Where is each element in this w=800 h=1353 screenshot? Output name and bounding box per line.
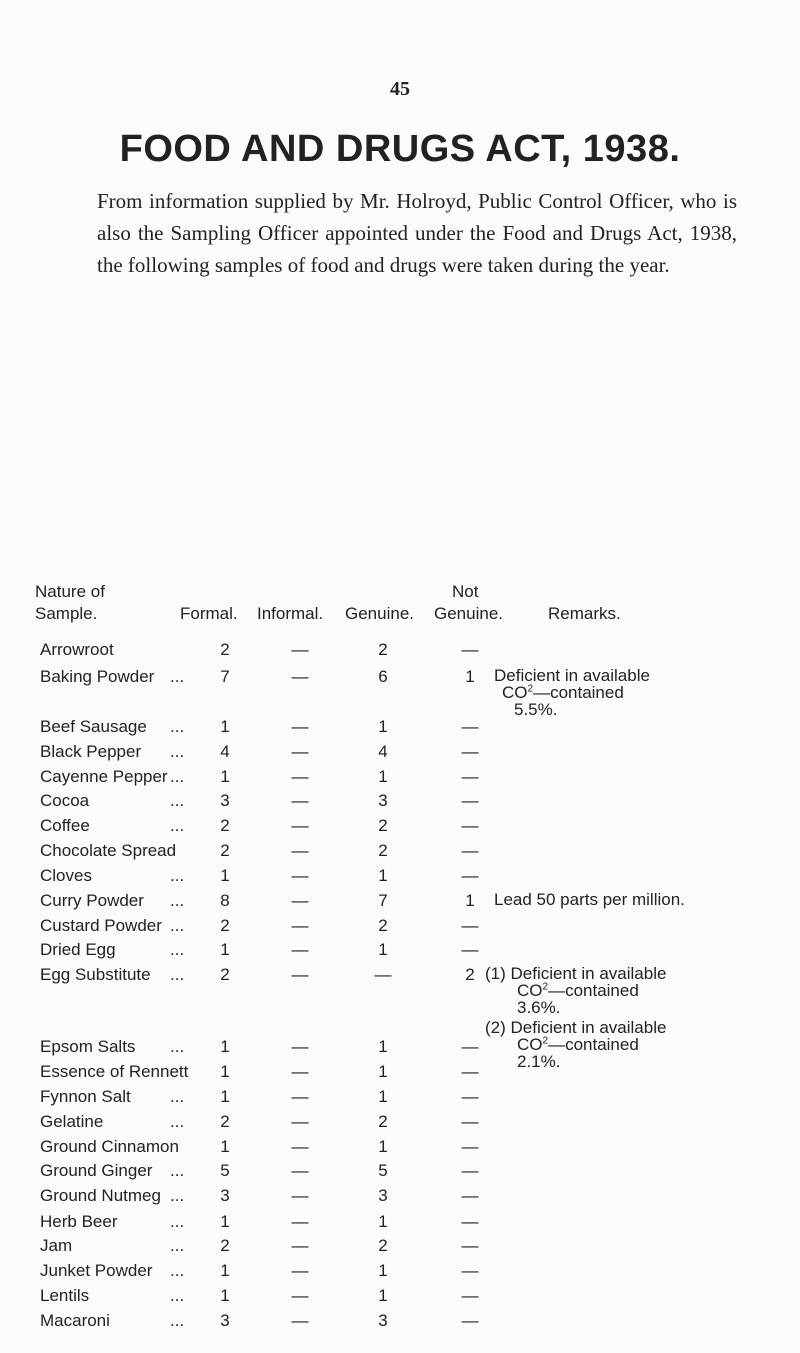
sample-name: Chocolate Spread	[40, 841, 177, 860]
leader-dots: ...	[170, 791, 185, 810]
formal-count: 1	[220, 1062, 230, 1081]
sample-name: Ground Nutmeg	[40, 1186, 161, 1205]
not-genuine-count: —	[461, 717, 479, 736]
informal-count: —	[291, 940, 309, 959]
informal-count: —	[291, 866, 309, 885]
table-row	[0, 1261, 800, 1287]
table-row	[0, 1161, 800, 1187]
formal-count: 2	[220, 1112, 230, 1131]
table-row	[0, 1062, 800, 1088]
genuine-count: 1	[378, 1212, 388, 1231]
sample-name: Egg Substitute	[40, 965, 151, 984]
table-row	[0, 940, 800, 966]
genuine-count: 7	[378, 891, 388, 910]
not-genuine-count: —	[461, 1212, 479, 1231]
genuine-count: 1	[378, 767, 388, 786]
informal-count: —	[291, 717, 309, 736]
sample-name: Custard Powder	[40, 916, 162, 935]
informal-count: —	[291, 1261, 309, 1280]
informal-count: —	[291, 916, 309, 935]
genuine-count: 2	[378, 916, 388, 935]
sample-name: Epsom Salts	[40, 1037, 136, 1056]
leader-dots: ...	[170, 1286, 185, 1305]
page-title: FOOD AND DRUGS ACT, 1938.	[119, 128, 681, 170]
table-row	[0, 1037, 800, 1063]
not-genuine-count: —	[461, 940, 479, 959]
informal-count: —	[291, 1062, 309, 1081]
genuine-count: 1	[378, 1087, 388, 1106]
leader-dots: ...	[170, 767, 185, 786]
formal-count: 8	[220, 891, 230, 910]
not-genuine-count: —	[461, 640, 479, 659]
formal-count: 2	[220, 965, 230, 984]
formal-count: 1	[220, 1037, 230, 1056]
header-nature-line1: Nature of	[35, 582, 105, 601]
informal-count: —	[291, 816, 309, 835]
sample-name: Beef Sausage	[40, 717, 147, 736]
genuine-count: 1	[378, 717, 388, 736]
genuine-count: 3	[378, 791, 388, 810]
informal-count: —	[291, 841, 309, 860]
leader-dots: ...	[170, 965, 185, 984]
genuine-count: 2	[378, 841, 388, 860]
genuine-count: 3	[378, 1186, 388, 1205]
not-genuine-count: —	[461, 1037, 479, 1056]
formal-count: 4	[220, 742, 230, 761]
not-genuine-count: 2	[465, 965, 475, 984]
formal-count: 2	[220, 640, 230, 659]
table-row	[0, 1236, 800, 1262]
remark-egg-substitute-1: (1) Deficient in available $CO^2—contained$ 3.6%.	[485, 964, 667, 1017]
header-not-line2: Genuine.	[434, 604, 503, 623]
table-row	[0, 965, 800, 991]
sample-name: Herb Beer	[40, 1212, 118, 1231]
sample-name: Fynnon Salt	[40, 1087, 131, 1106]
genuine-count: 3	[378, 1311, 388, 1330]
table-row	[0, 1212, 800, 1238]
table-row	[0, 916, 800, 942]
not-genuine-count: —	[461, 1236, 479, 1255]
informal-count: —	[291, 1137, 309, 1156]
genuine-count: 1	[378, 940, 388, 959]
not-genuine-count: —	[461, 1286, 479, 1305]
informal-count: —	[291, 1087, 309, 1106]
table-row	[0, 1186, 800, 1212]
not-genuine-count: —	[461, 1137, 479, 1156]
table-row	[0, 767, 800, 793]
not-genuine-count: —	[461, 816, 479, 835]
remark-baking-line3: 5.5%.	[514, 700, 558, 719]
informal-count: —	[291, 1186, 309, 1205]
informal-count: —	[291, 1112, 309, 1131]
header-not-line1: Not	[452, 582, 479, 601]
formal-count: 3	[220, 1186, 230, 1205]
informal-count: —	[291, 742, 309, 761]
formal-count: 7	[220, 667, 230, 686]
leader-dots: ...	[170, 1087, 185, 1106]
formal-count: 1	[220, 1137, 230, 1156]
intro-paragraph: From information supplied by Mr. Holroyd, Public Control Officer, who is also the Sampling Officer appointed under the Food and Drugs Act, 1938, the following samples of food and drugs were taken during the year.	[97, 189, 737, 277]
header-formal: Formal.	[180, 604, 238, 623]
not-genuine-count: —	[461, 1161, 479, 1180]
not-genuine-count: —	[461, 1087, 479, 1106]
formal-count: 3	[220, 791, 230, 810]
remark-baking-line2: $CO^2—contained$	[502, 683, 624, 702]
leader-dots: ...	[170, 1311, 185, 1330]
header-remarks: Remarks.	[548, 604, 621, 623]
sample-name: Ground Cinnamon	[40, 1137, 179, 1156]
informal-count: —	[291, 1037, 309, 1056]
leader-dots: ...	[170, 742, 185, 761]
not-genuine-count: —	[461, 1112, 479, 1131]
formal-count: 1	[220, 767, 230, 786]
genuine-count: 5	[378, 1161, 388, 1180]
leader-dots: ...	[170, 1261, 185, 1280]
table-row	[0, 742, 800, 768]
genuine-count: 2	[378, 816, 388, 835]
not-genuine-count: —	[461, 767, 479, 786]
leader-dots: ...	[170, 1212, 185, 1231]
informal-count: —	[291, 791, 309, 810]
remark-baking-powder	[494, 667, 650, 718]
sample-name: Jam	[40, 1236, 73, 1255]
informal-count: —	[291, 1286, 309, 1305]
table-row	[0, 816, 800, 842]
genuine-count: 6	[378, 667, 388, 686]
informal-count: —	[291, 891, 309, 910]
sample-name: Cayenne Pepper	[40, 767, 168, 786]
leader-dots: ...	[170, 667, 185, 686]
genuine-count: 1	[378, 1137, 388, 1156]
informal-count: —	[291, 767, 309, 786]
table-row	[0, 717, 800, 743]
formal-count: 2	[220, 1236, 230, 1255]
genuine-count: 1	[378, 1261, 388, 1280]
table-row	[0, 841, 800, 867]
leader-dots: ...	[170, 1236, 185, 1255]
not-genuine-count: 1	[465, 891, 475, 910]
sample-name: Junket Powder	[40, 1261, 153, 1280]
leader-dots: ...	[170, 1186, 185, 1205]
leader-dots: ...	[170, 816, 185, 835]
table-row	[0, 640, 800, 666]
header-informal: Informal.	[257, 604, 324, 623]
formal-count: 1	[220, 1087, 230, 1106]
sample-name: Dried Egg	[40, 940, 116, 959]
not-genuine-count: —	[461, 791, 479, 810]
formal-count: 2	[220, 916, 230, 935]
table-row	[0, 667, 800, 693]
formal-count: 1	[220, 1212, 230, 1231]
informal-count: —	[291, 640, 309, 659]
remark-baking-line1: Deficient in available	[494, 666, 650, 685]
sample-name: Macaroni	[40, 1311, 110, 1330]
sample-name: Ground Ginger	[40, 1161, 153, 1180]
leader-dots: ...	[170, 866, 185, 885]
formal-count: 5	[220, 1161, 230, 1180]
sample-name: Baking Powder	[40, 667, 155, 686]
not-genuine-count: —	[461, 841, 479, 860]
formal-count: 2	[220, 841, 230, 860]
informal-count: —	[291, 965, 309, 984]
informal-count: —	[291, 1236, 309, 1255]
genuine-count: 4	[378, 742, 388, 761]
sample-name: Lentils	[40, 1286, 90, 1305]
remark-egg-substitute-2: (2) Deficient in available $CO^2—contained$ 2.1%.	[485, 1018, 667, 1071]
sample-name: Curry Powder	[40, 891, 144, 910]
informal-count: —	[291, 1161, 309, 1180]
formal-count: 1	[220, 717, 230, 736]
sample-name: Black Pepper	[40, 742, 142, 761]
table-row	[0, 1087, 800, 1113]
sample-name: Arrowroot	[40, 640, 114, 659]
formal-count: 1	[220, 940, 230, 959]
not-genuine-count: —	[461, 1062, 479, 1081]
genuine-count: 1	[378, 1286, 388, 1305]
remark-curry-powder: Lead 50 parts per million.	[494, 890, 685, 909]
not-genuine-count: —	[461, 916, 479, 935]
genuine-count: 2	[378, 1236, 388, 1255]
header-genuine: Genuine.	[345, 604, 414, 623]
leader-dots: ...	[170, 940, 185, 959]
formal-count: 3	[220, 1311, 230, 1330]
leader-dots: ...	[170, 1037, 185, 1056]
informal-count: —	[291, 667, 309, 686]
leader-dots: ...	[170, 891, 185, 910]
informal-count: —	[291, 1311, 309, 1330]
page-number: 45	[390, 78, 410, 100]
genuine-count: 2	[378, 640, 388, 659]
sample-name: Cloves	[40, 866, 92, 885]
not-genuine-count: 1	[465, 667, 475, 686]
leader-dots: ...	[170, 1161, 185, 1180]
leader-dots: ...	[170, 1112, 185, 1131]
informal-count: —	[291, 1212, 309, 1231]
not-genuine-count: —	[461, 866, 479, 885]
not-genuine-count: —	[461, 742, 479, 761]
sample-name: Cocoa	[40, 791, 90, 810]
formal-count: 2	[220, 816, 230, 835]
formal-count: 1	[220, 866, 230, 885]
table-row	[0, 791, 800, 817]
not-genuine-count: —	[461, 1261, 479, 1280]
table-row	[0, 1137, 800, 1163]
header-nature-line2: Sample.	[35, 604, 98, 623]
genuine-count: 1	[378, 1037, 388, 1056]
genuine-count: 2	[378, 1112, 388, 1131]
not-genuine-count: —	[461, 1186, 479, 1205]
not-genuine-count: —	[461, 1311, 479, 1330]
sample-name: Essence of Rennett	[40, 1062, 189, 1081]
formal-count: 1	[220, 1261, 230, 1280]
table-row	[0, 1112, 800, 1138]
leader-dots: ...	[170, 717, 185, 736]
genuine-count: —	[374, 965, 392, 984]
sample-name: Coffee	[40, 816, 90, 835]
formal-count: 1	[220, 1286, 230, 1305]
table-row	[0, 1311, 800, 1337]
genuine-count: 1	[378, 1062, 388, 1081]
genuine-count: 1	[378, 866, 388, 885]
leader-dots: ...	[170, 916, 185, 935]
table-row	[0, 1286, 800, 1312]
table-row	[0, 866, 800, 892]
sample-name: Gelatine	[40, 1112, 104, 1131]
